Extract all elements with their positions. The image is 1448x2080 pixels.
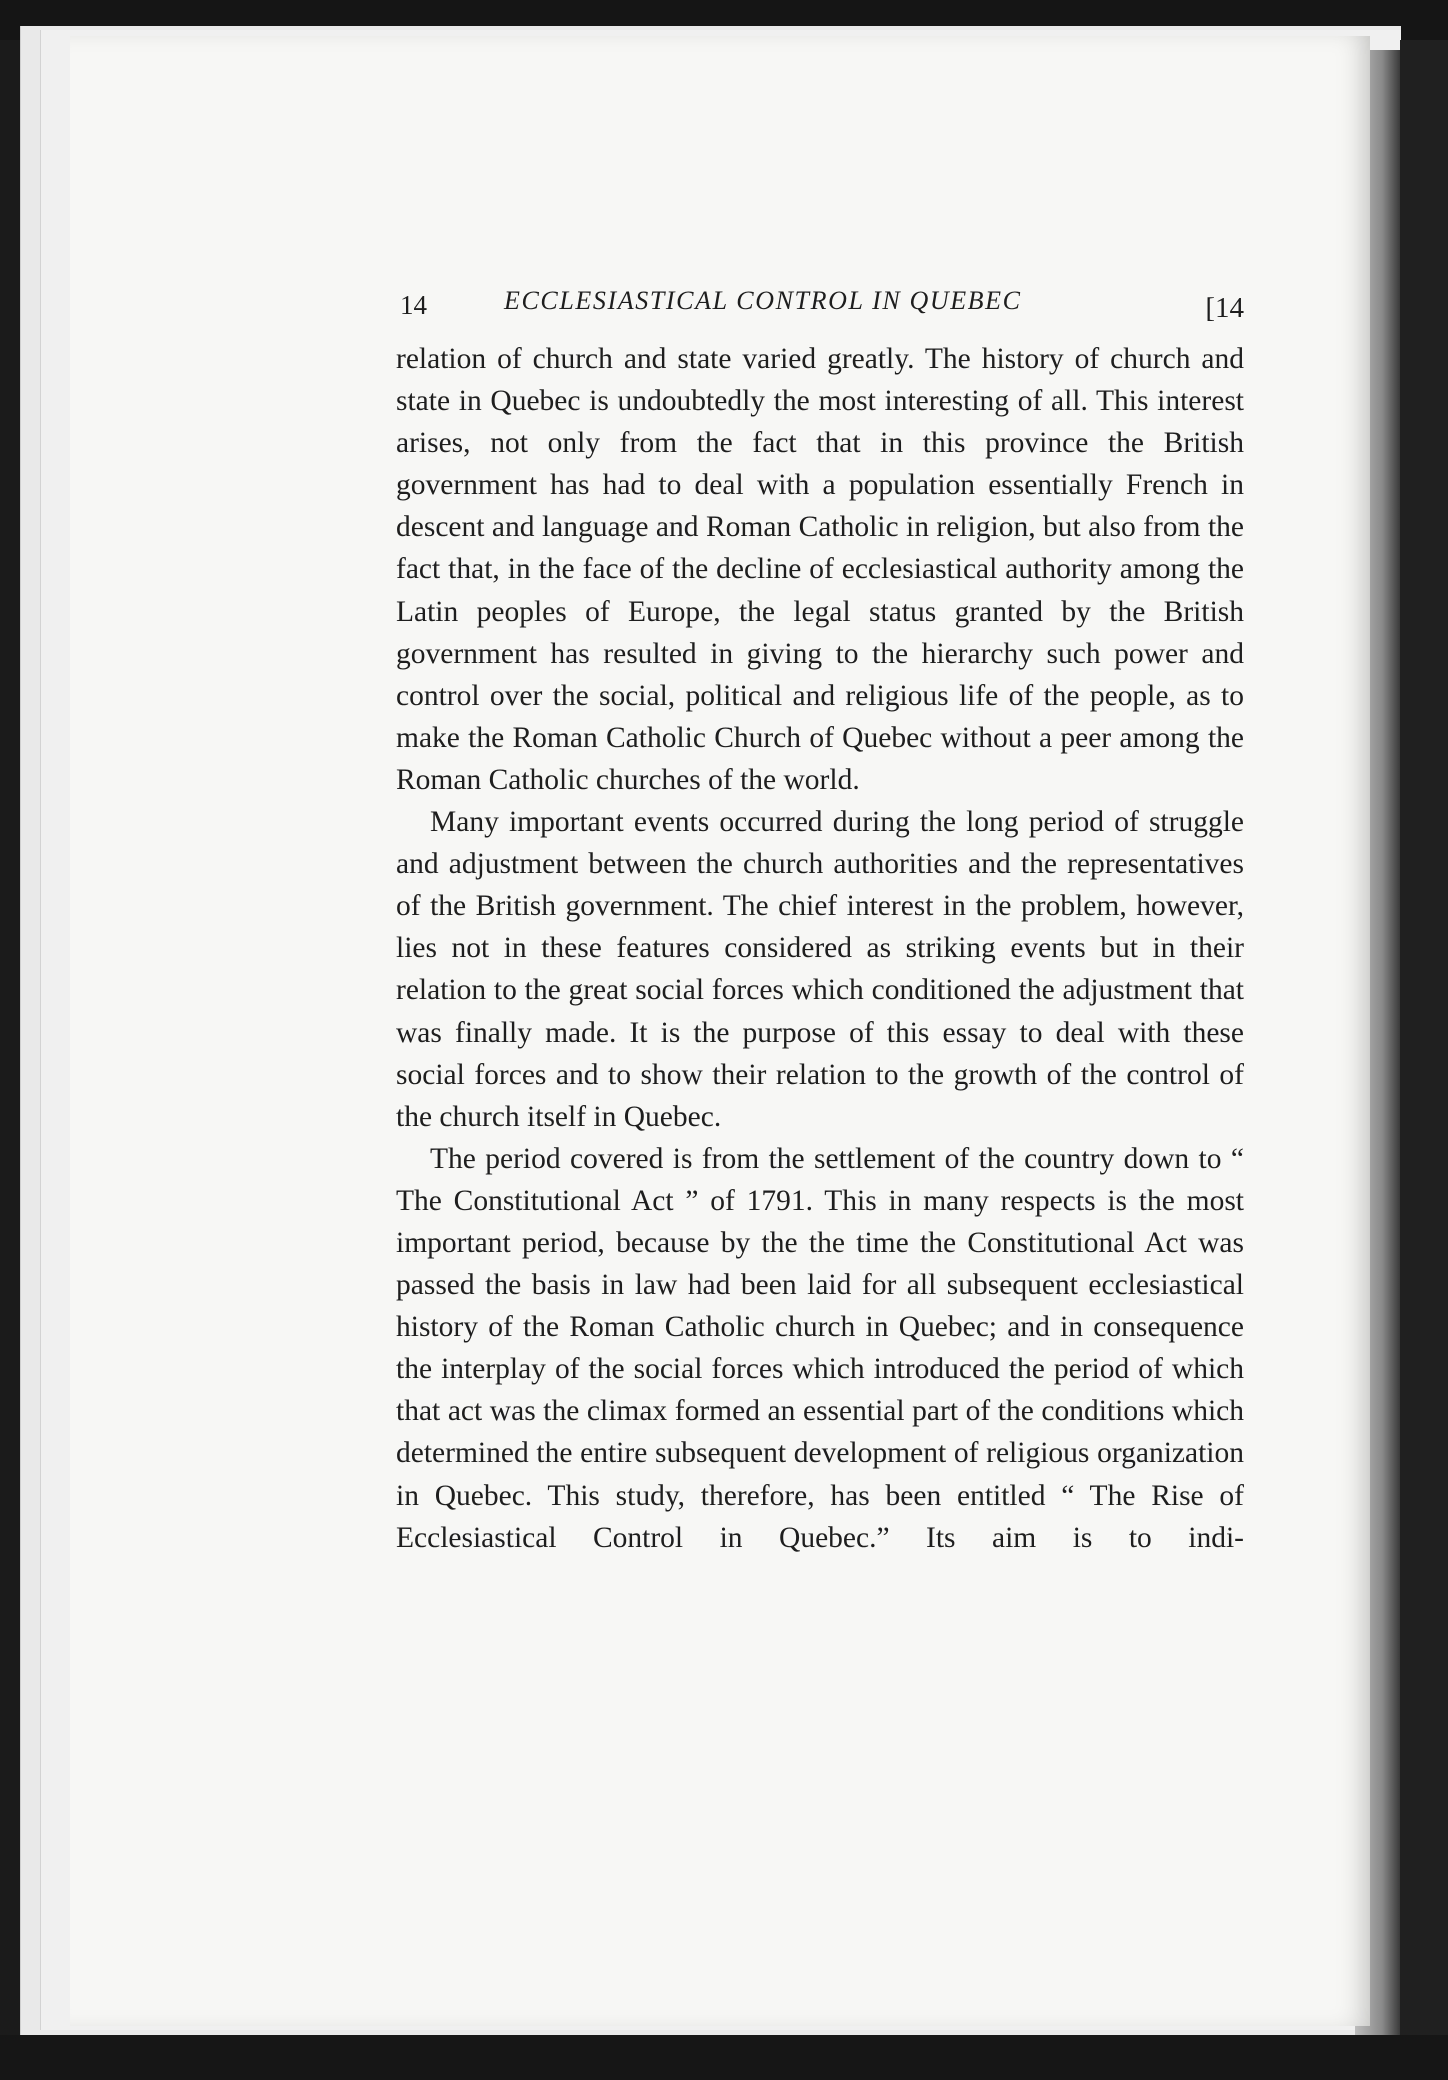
page-number: 14 xyxy=(400,290,427,320)
running-head xyxy=(396,282,1244,328)
paragraph-3: The period covered is from the settlement of the country down to “ The Constitutional Act ” of 1791. This in many respects is the most important period, because by the the time the Constitutional Act was passed the basis in law had been laid for all subsequent ecclesiastical history of the Roman Catholic church in Quebec; and in consequence the interplay of the social forces which introduced the period of which that act was the climax formed an essential part of the conditions which determined the entire subsequent development of religious organization in Quebec. This study, therefore, has been entitled “ The Rise of Ecclesiastical Control in Quebec.” Its aim is to indi- xyxy=(396,1142,1244,1554)
paragraph-1: relation of church and state varied greatly. The history of church and state in Quebec is undoubtedly the most interesting of all. This interest arises, not only from the fact that in this province the British government has had to deal with a population essentially French in descent and language and Roman Catholic in religion, but also from the fact that, in the face of the decline of ecclesiastical authority among the Latin peoples of Europe, the legal status granted by the British government has resulted in giving to the hierarchy such power and control over the social, political and religious life of the people, as to make the Roman Catholic Church of Quebec without a peer among the Roman Catholic churches of the world. xyxy=(396,343,1244,796)
paragraph-2: Many important events occurred during the long period of struggle and adjustment between the church authorities and the representatives of the British government. The chief interest in the problem, however, lies not in these features considered as striking events but in their relation to the great social forces which conditioned the adjustment that was finally made. It is the purpose of this essay to deal with these social forces and to show their relation to the growth of the control of the church itself in Quebec. xyxy=(396,806,1244,1133)
scan-bottom-border xyxy=(0,2035,1448,2080)
running-title: ECCLESIASTICAL CONTROL IN QUEBEC xyxy=(504,286,1022,315)
page-content xyxy=(396,282,1244,1559)
scan-right-border xyxy=(1400,40,1448,2040)
page-reference: [14 xyxy=(1205,292,1244,324)
